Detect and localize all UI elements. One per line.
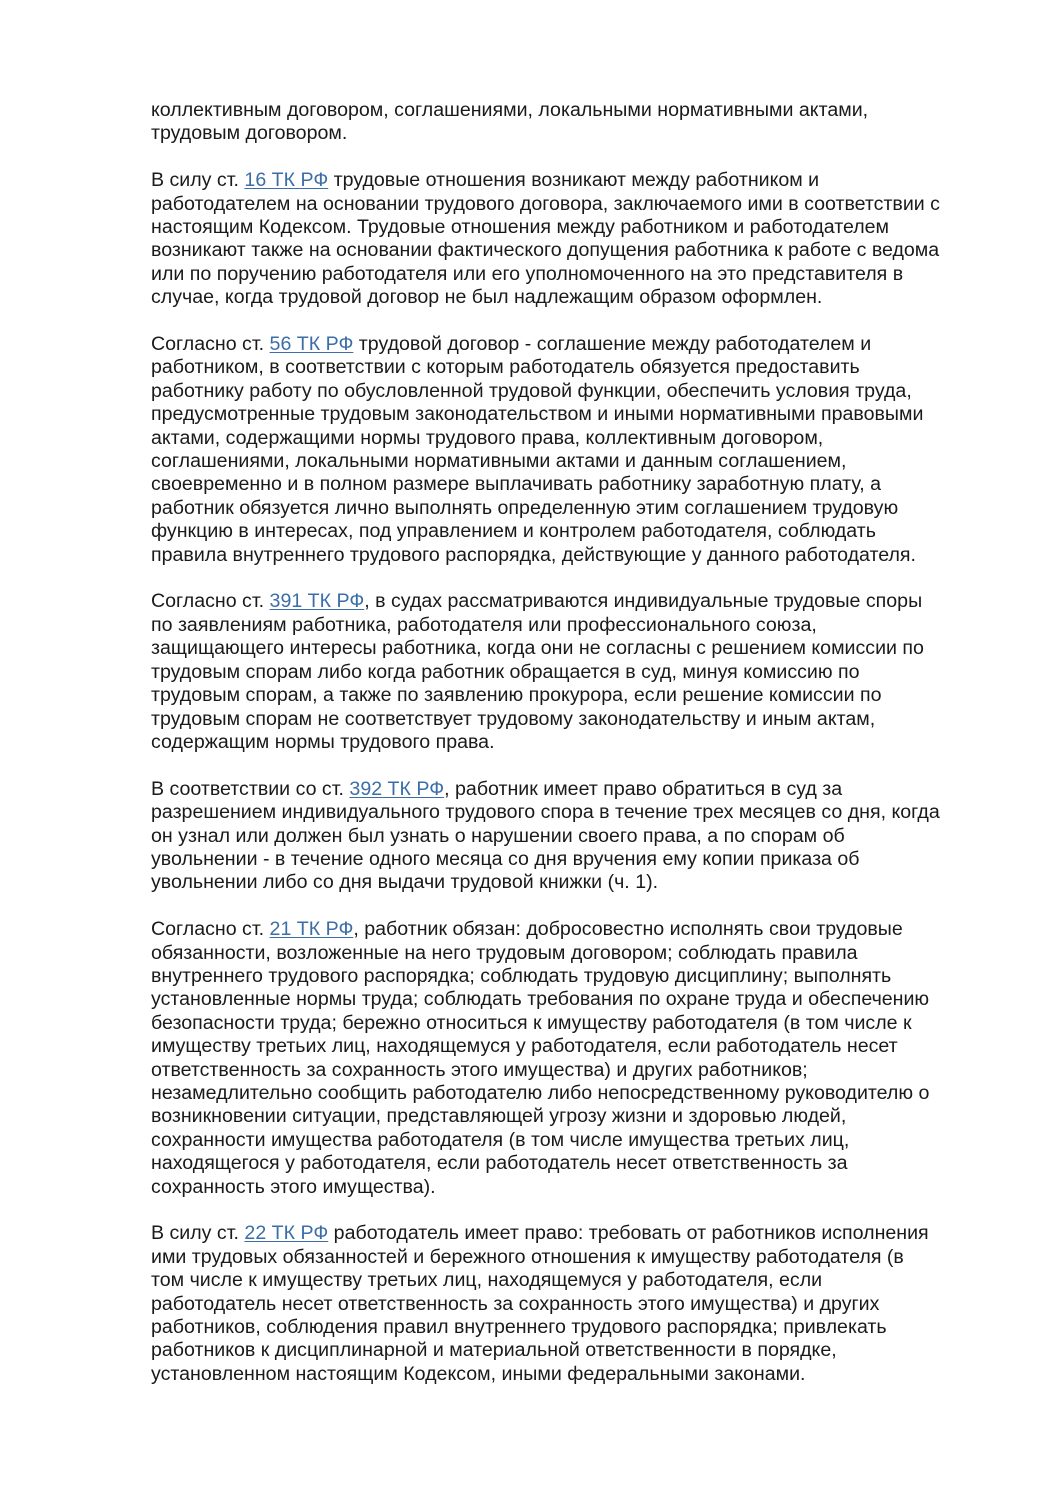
paragraph-body: , в судах рассматриваются индивидуальные трудовые споры по заявлениям работника, работодателя или профессионального союза, защищающего интересы работника, когда они не согласны с решением комиссии по трудовым спорам либо когда работник обращается в суд, минуя комиссию по трудовым спорам, а также по заявлению прокурора, если решение комиссии по трудовым спорам не соответствует трудовому законодательству и иным актам, содержащим нормы трудового права. bbox=[151, 590, 924, 753]
paragraph-article-56 bbox=[151, 333, 1001, 567]
paragraph-intro: В силу ст. bbox=[151, 1222, 245, 1245]
paragraph-body: работодатель имеет право: требовать от работников исполнения ими трудовых обязанностей и бережного отношения к имуществу работодателя (в том числе к имуществу третьих лиц, находящемуся у работодателя, если работодатель несет ответственность за сохранность этого имущества) и других работников, соблюдения правил внутреннего трудового распорядка; привлекать работников к дисциплинарной и материальной ответственности в порядке, установленном настоящим Кодексом, иными федеральными законами. bbox=[151, 1222, 929, 1385]
paragraph-intro: В соответствии со ст. bbox=[151, 777, 350, 800]
article-392-link[interactable]: 392 ТК РФ bbox=[349, 777, 445, 800]
paragraph-body: трудовой договор - соглашение между работодателем и работником, в соответствии с которым работодатель обязуется предоставить работнику работу по обусловленной трудовой функции, обеспечить условия труда, предусмотренные трудовым законодательством и иными нормативными правовыми актами, содержащими нормы трудового права, коллективным договором, соглашениями, локальными нормативными актами и данным соглашением, своевременно и в полном размере выплачивать работнику заработную плату, а работник обязуется лично выполнять определенную этим соглашением трудовую функцию в интересах, под управлением и контролем работодателя, соблюдать правила внутреннего трудового распорядка, действующие у данного работодателя. bbox=[151, 333, 924, 566]
paragraph-intro: Согласно ст. bbox=[151, 333, 270, 356]
document-page bbox=[151, 99, 1001, 1386]
paragraph-article-391 bbox=[151, 590, 1001, 754]
article-21-link[interactable]: 21 ТК РФ bbox=[269, 918, 354, 941]
paragraph-intro: Согласно ст. bbox=[151, 590, 270, 613]
paragraph-body: , работник имеет право обратиться в суд за разрешением индивидуального трудового спора в течение трех месяцев со дня, когда он узнал или должен был узнать о нарушении своего права, а по спорам об увольнении - в течение одного месяца со дня вручения ему копии приказа об увольнении либо со дня выдачи трудовой книжки (ч. 1). bbox=[151, 777, 940, 894]
article-16-link[interactable]: 16 ТК РФ bbox=[244, 169, 329, 192]
paragraph-intro: Согласно ст. bbox=[151, 918, 270, 941]
paragraph-article-392 bbox=[151, 778, 1001, 895]
paragraph-article-21 bbox=[151, 918, 1001, 1199]
article-22-link[interactable]: 22 ТК РФ bbox=[244, 1222, 329, 1245]
paragraph-continuation bbox=[151, 99, 1001, 146]
paragraph-intro: В силу ст. bbox=[151, 169, 245, 192]
article-391-link[interactable]: 391 ТК РФ bbox=[269, 590, 365, 613]
paragraph-text: коллективным договором, соглашениями, локальными нормативными актами, трудовым договором. bbox=[151, 99, 869, 145]
paragraph-article-22 bbox=[151, 1222, 1001, 1386]
paragraph-article-16 bbox=[151, 169, 1001, 309]
article-56-link[interactable]: 56 ТК РФ bbox=[269, 333, 354, 356]
paragraph-body: трудовые отношения возникают между работником и работодателем на основании трудового договора, заключаемого ими в соответствии с настоящим Кодексом. Трудовые отношения между работником и работодателем возникают также на основании фактического допущения работника к работе с ведома или по поручению работодателя или его уполномоченного на это представителя в случае, когда трудовой договор не был надлежащим образом оформлен. bbox=[151, 169, 940, 309]
paragraph-body: , работник обязан: добросовестно исполнять свои трудовые обязанности, возложенные на него трудовым договором; соблюдать правила внутреннего трудового распорядка; соблюдать трудовую дисциплину; выполнять установленные нормы труда; соблюдать требования по охране труда и обеспечению безопасности труда; бережно относиться к имуществу работодателя (в том числе к имуществу третьих лиц, находящемуся у работодателя, если работодатель несет ответственность за сохранность этого имущества) и других работников; незамедлительно сообщить работодателю либо непосредственному руководителю о возникновении ситуации, представляющей угрозу жизни и здоровью людей, сохранности имущества работодателя (в том числе имущества третьих лиц, находящегося у работодателя, если работодатель несет ответственность за сохранность этого имущества). bbox=[151, 918, 930, 1198]
